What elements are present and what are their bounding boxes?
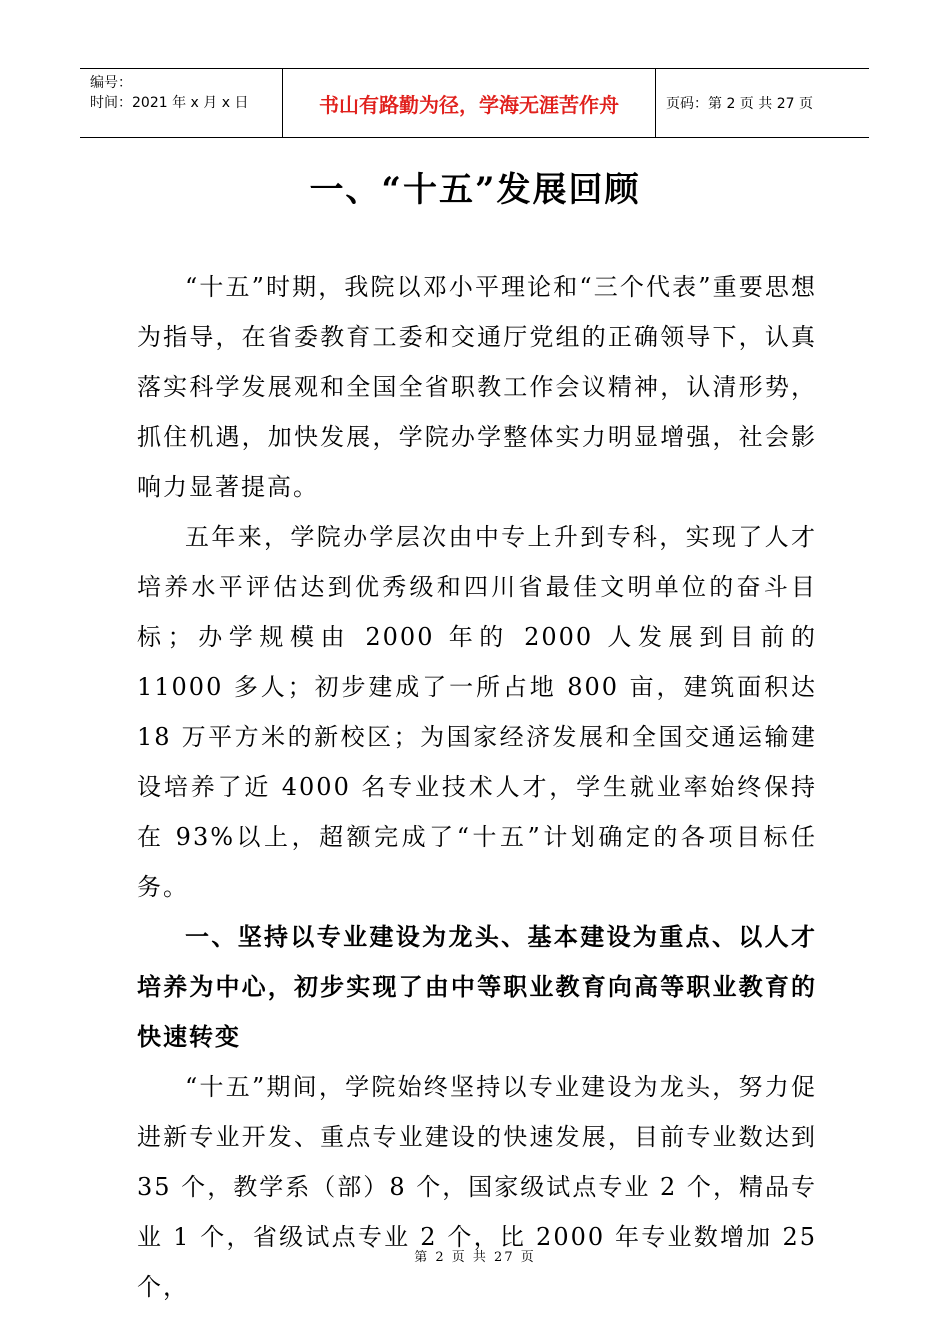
section-heading: 一、坚持以专业建设为龙头、基本建设为重点、以人才培养为中心，初步实现了由中等职业教育向高等职业教育的快速转变 bbox=[137, 922, 817, 1051]
header-table bbox=[80, 68, 869, 138]
paragraph-achievements: 五年来，学院办学层次由中专上升到专科，实现了人才培养水平评估达到优秀级和四川省最佳文明单位的奋斗目标；办学规模由 2000 年的 2000 人发展到目前的 11000 多人；初步建成了一所占地 800 亩，建筑面积达 18 万平方米的新校区；为国家经济发展和全国交通运输建设培养了近 4000 名专业技术人才，学生就业率始终保持在 93%以上，超额完成了“十五”计划确定的各项目标任务。 bbox=[137, 523, 817, 901]
body-text bbox=[137, 262, 817, 1312]
header-motto: 书山有路勤为径，学海无涯苦作舟 bbox=[282, 69, 656, 137]
number-label: 编号： bbox=[90, 75, 132, 91]
header-meta bbox=[80, 69, 282, 137]
time-label: 时间：2021 年 x 月 x 日 bbox=[90, 95, 249, 111]
header-page-info: 页码：第 2 页 共 27 页 bbox=[666, 96, 813, 112]
page-title: 一、“十五”发展回顾 bbox=[309, 170, 641, 210]
paragraph-intro: “十五”时期，我院以邓小平理论和“三个代表”重要思想为指导，在省委教育工委和交通厅党组的正确领导下，认真落实科学发展观和全国全省职教工作会议精神，认清形势，抓住机遇，加快发展，学院办学整体实力明显增强，社会影响力显著提高。 bbox=[137, 273, 817, 501]
paragraph-majors: “十五”期间，学院始终坚持以专业建设为龙头，努力促进新专业开发、重点专业建设的快速发展，目前专业数达到 35 个，教学系（部）8 个，国家级试点专业 2 个，精品专业 1 个，省级试点专业 2 个，比 2000 年专业数增加 25 个， bbox=[137, 1073, 817, 1301]
page-footer: 第 2 页 共 27 页 bbox=[414, 1250, 536, 1265]
